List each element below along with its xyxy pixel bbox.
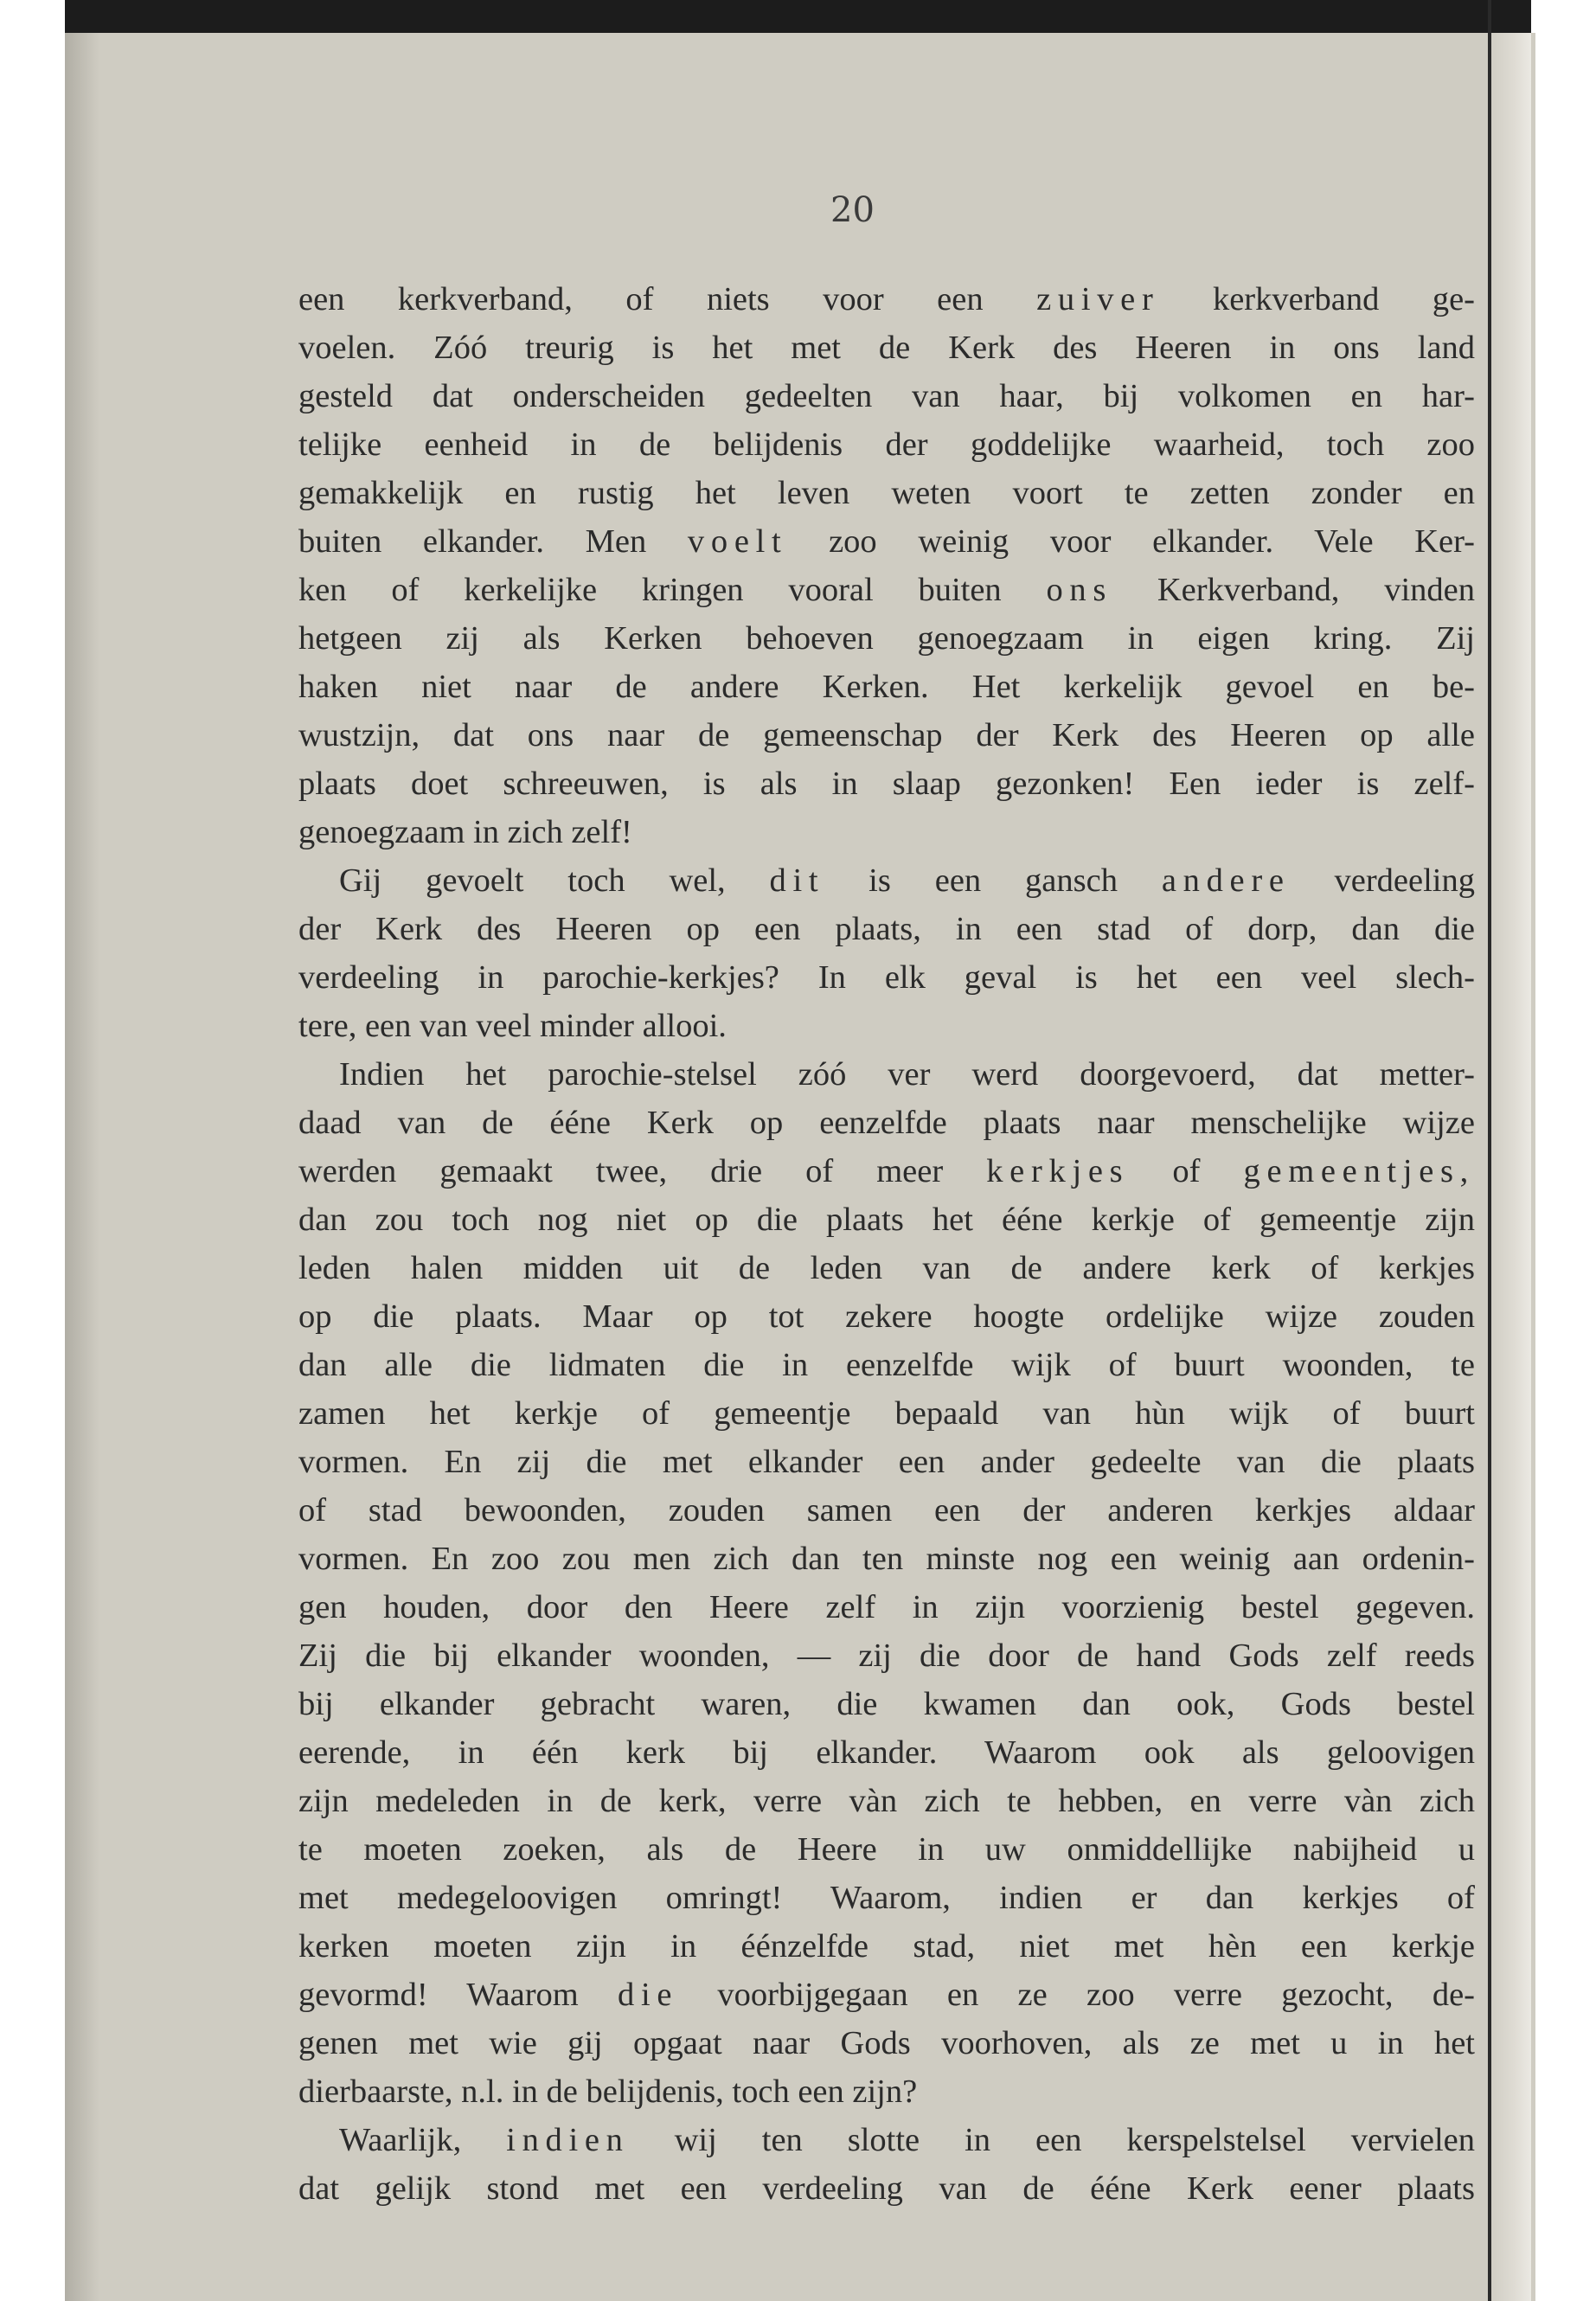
spaced-emphasis: dit	[769, 862, 825, 899]
text-line: plaats doet schreeuwen, is als in slaap gezonken! Een ieder is zelf-	[298, 766, 1475, 802]
text-line: te moeten zoeken, als de Heere in uw onmiddellijke nabijheid u	[298, 1831, 1475, 1868]
text-line: hetgeen zij als Kerken behoeven genoegzaam in eigen kring. Zij	[298, 620, 1475, 657]
text-line: verdeeling in parochie-kerkjes? In elk geval is het een veel slech-	[298, 959, 1475, 996]
text-line: op die plaats. Maar op tot zekere hoogte ordelijke wijze zouden	[298, 1298, 1475, 1335]
text-line: genoegzaam in zich zelf!	[298, 814, 632, 850]
text-line: of stad bewoonden, zouden samen een der anderen kerkjes aldaar	[298, 1492, 1475, 1529]
text-line: wustzijn, dat ons naar de gemeenschap der Kerk des Heeren op alle	[298, 717, 1475, 753]
spaced-emphasis: die	[618, 1977, 679, 2013]
text-line: gesteld dat onderscheiden gedeelten van haar, bij volkomen en har-	[298, 378, 1475, 414]
spaced-emphasis: andere	[1161, 862, 1291, 899]
text-line: zamen het kerkje of gemeentje bepaald van hùn wijk of buurt	[298, 1395, 1475, 1432]
text-line: dierbaarste, n.l. in de belijdenis, toch een zijn?	[298, 2073, 918, 2110]
text-line: Zij die bij elkander woonden, — zij die door de hand Gods zelf reeds	[298, 1638, 1475, 1674]
text-line: vormen. En zij die met elkander een ander gedeelte van die plaats	[298, 1444, 1475, 1480]
text-line: leden halen midden uit de leden van de andere kerk of kerkjes	[298, 1250, 1475, 1286]
text-line: vormen. En zoo zou men zich dan ten minste nog een weinig aan ordenin-	[298, 1541, 1475, 1577]
text-line: werden gemaakt twee, drie of meer kerkjes of gemeentjes,	[298, 1153, 1475, 1189]
text-line: een kerkverband, of niets voor een zuiver kerkverband ge-	[298, 281, 1475, 317]
text-line: haken niet naar de andere Kerken. Het kerkelijk gevoel en be-	[298, 669, 1475, 705]
page-number: 20	[830, 190, 875, 230]
text-line: dan zou toch nog niet op die plaats het ééne kerkje of gemeentje zijn	[298, 1202, 1475, 1238]
text-line: buiten elkander. Men voelt zoo weinig voor elkander. Vele Ker-	[298, 523, 1476, 560]
spaced-emphasis: zuiver	[1036, 281, 1160, 317]
page-gutter-line	[1488, 0, 1491, 2301]
text-line: dan alle die lidmaten die in eenzelfde wijk of buurt woonden, te	[298, 1347, 1475, 1383]
spaced-emphasis: kerkjes	[986, 1153, 1130, 1189]
spaced-emphasis: voelt	[687, 523, 788, 560]
text-line: telijke eenheid in de belijdenis der goddelijke waarheid, toch zoo	[298, 426, 1475, 463]
text-line: dat gelijk stond met een verdeeling van de ééne Kerk eener plaats	[298, 2170, 1475, 2207]
text-line: gemakkelijk en rustig het leven weten voort te zetten zonder en	[298, 475, 1475, 511]
text-line: met medegeloovigen omringt! Waarom, indien er dan kerkjes of	[298, 1880, 1475, 1916]
spaced-emphasis: gemeentjes,	[1243, 1153, 1475, 1189]
text-line: voelen. Zóó treurig is het met de Kerk des Heeren in ons land	[298, 330, 1475, 366]
body-text	[298, 275, 1475, 2213]
text-line: genen met wie gij opgaat naar Gods voorhoven, als ze met u in het	[298, 2025, 1475, 2061]
text-line: gen houden, door den Heere zelf in zijn voorzienig bestel gegeven.	[298, 1589, 1475, 1625]
text-line: eerende, in één kerk bij elkander. Waarom ook als geloovigen	[298, 1734, 1475, 1771]
text-line: Waarlijk, indien wij ten slotte in een kerspelstelsel vervielen	[339, 2122, 1476, 2158]
scan-top-border	[65, 0, 1531, 33]
spaced-emphasis: indien	[506, 2122, 630, 2158]
spaced-emphasis: ons	[1046, 572, 1113, 608]
text-line: Gij gevoelt toch wel, dit is een gansch andere verdeeling	[339, 862, 1476, 899]
text-line: zijn medeleden in de kerk, verre vàn zich te hebben, en verre vàn zich	[298, 1783, 1475, 1819]
text-line: ken of kerkelijke kringen vooral buiten ons Kerkverband, vinden	[298, 572, 1475, 608]
text-line: gevormd! Waarom die voorbijgegaan en ze zoo verre gezocht, de-	[298, 1977, 1475, 2013]
text-line: tere, een van veel minder allooi.	[298, 1008, 727, 1044]
page-edge-shadow	[1488, 33, 1531, 2301]
text-line: der Kerk des Heeren op een plaats, in een stad of dorp, dan die	[298, 911, 1475, 947]
text-line: daad van de ééne Kerk op eenzelfde plaats naar menschelijke wijze	[298, 1105, 1475, 1141]
text-line: bij elkander gebracht waren, die kwamen dan ook, Gods bestel	[298, 1686, 1475, 1722]
text-line: Indien het parochie-stelsel zóó ver werd doorgevoerd, dat metter-	[339, 1056, 1475, 1093]
text-line: kerken moeten zijn in éénzelfde stad, niet met hèn een kerkje	[298, 1928, 1475, 1965]
